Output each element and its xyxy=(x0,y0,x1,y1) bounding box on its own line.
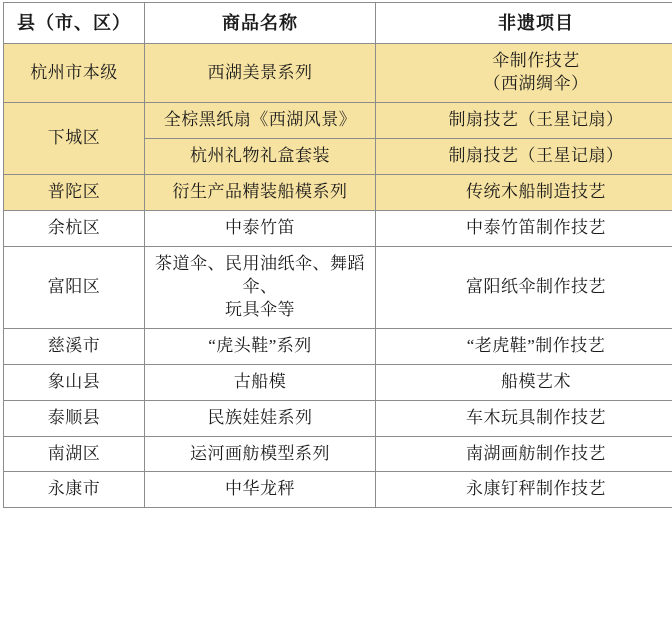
table-row xyxy=(4,44,672,103)
cell-product: “虎头鞋”系列 xyxy=(145,328,376,364)
table-row xyxy=(4,472,672,508)
cell-project: 永康钉秤制作技艺 xyxy=(376,472,672,508)
cell-product: 古船模 xyxy=(145,364,376,400)
cell-project: “老虎鞋”制作技艺 xyxy=(376,328,672,364)
cell-project xyxy=(376,44,672,103)
cell-project: 制扇技艺（王星记扇） xyxy=(376,103,672,139)
cell-project: 传统木船制造技艺 xyxy=(376,175,672,211)
table-row xyxy=(4,175,672,211)
table-row xyxy=(4,400,672,436)
cell-district: 富阳区 xyxy=(4,246,145,328)
cell-product: 衍生产品精装船模系列 xyxy=(145,175,376,211)
cell-project: 富阳纸伞制作技艺 xyxy=(376,246,672,328)
cell-project-line1: 伞制作技艺 xyxy=(380,50,672,73)
cell-product: 运河画舫模型系列 xyxy=(145,436,376,472)
cell-product: 西湖美景系列 xyxy=(145,44,376,103)
cell-district: 慈溪市 xyxy=(4,328,145,364)
cell-product: 中华龙秤 xyxy=(145,472,376,508)
table-row xyxy=(4,364,672,400)
column-header-product: 商品名称 xyxy=(145,3,376,44)
cell-project: 南湖画舫制作技艺 xyxy=(376,436,672,472)
column-header-project: 非遗项目 xyxy=(376,3,672,44)
cell-product: 中泰竹笛 xyxy=(145,210,376,246)
cell-product: 民族娃娃系列 xyxy=(145,400,376,436)
cell-district: 普陀区 xyxy=(4,175,145,211)
cell-product: 杭州礼物礼盒套装 xyxy=(145,139,376,175)
cell-product xyxy=(145,246,376,328)
cell-project: 船模艺术 xyxy=(376,364,672,400)
cell-district: 杭州市本级 xyxy=(4,44,145,103)
intangible-heritage-table xyxy=(3,2,672,508)
cell-district: 南湖区 xyxy=(4,436,145,472)
document-sheet xyxy=(0,2,672,629)
cell-project-line2: （西湖绸伞） xyxy=(380,73,672,96)
cell-district: 下城区 xyxy=(4,103,145,175)
cell-district: 象山县 xyxy=(4,364,145,400)
cell-project: 制扇技艺（王星记扇） xyxy=(376,139,672,175)
cell-district: 泰顺县 xyxy=(4,400,145,436)
cell-product-line1: 茶道伞、民用油纸伞、舞蹈伞、 xyxy=(149,253,371,299)
table-row xyxy=(4,436,672,472)
column-header-district: 县（市、区） xyxy=(4,3,145,44)
cell-district: 永康市 xyxy=(4,472,145,508)
table-row xyxy=(4,210,672,246)
cell-product-line2: 玩具伞等 xyxy=(149,299,371,322)
cell-project: 车木玩具制作技艺 xyxy=(376,400,672,436)
table-header-row xyxy=(4,3,672,44)
cell-product: 全棕黑纸扇《西湖风景》 xyxy=(145,103,376,139)
cell-district: 余杭区 xyxy=(4,210,145,246)
table-row xyxy=(4,103,672,139)
table-row xyxy=(4,246,672,328)
table-row xyxy=(4,328,672,364)
cell-project: 中泰竹笛制作技艺 xyxy=(376,210,672,246)
